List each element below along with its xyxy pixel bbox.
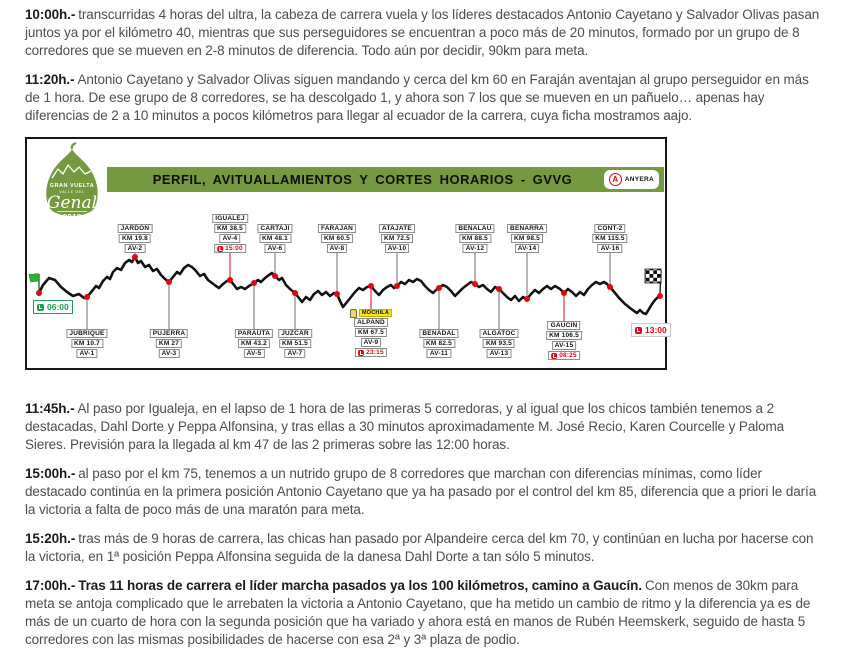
backpack-icon [350,309,357,318]
checkpoint-name: PUJERRA [150,329,188,338]
checkpoint-label-alpand [350,309,392,357]
checkpoint-cutoff: 08:25 [548,351,580,360]
checkpoint-name: PARAUTA [235,329,273,338]
checkpoint-name: CARTAJI [257,224,292,233]
checkpoint-dot [166,279,172,285]
checkpoint-dot [292,290,298,296]
checkpoint-name: IGUALEJ [212,214,248,223]
update-time: 11:45h.- [25,401,75,416]
checkpoint-av: AV-4 [220,234,241,243]
update-time: 15:20h.- [25,531,76,546]
checkpoint-km: KM 10.7 [71,339,103,348]
sponsor-name: ANYERA [624,176,654,183]
checkpoint-name: CONT-2 [594,224,625,233]
clock-icon [37,304,44,311]
checkpoint-name: ALGATOC [480,329,519,338]
checkpoint-dot [36,290,42,296]
checkpoint-dot [496,286,502,292]
checkpoint-name: BENALAU [455,224,494,233]
logo-title: GRAN VUELTA [49,183,95,189]
update-text: Al paso por Igualeja, en el lapso de 1 hora de las primeras 5 corredoras, y al igual que los chicos también tenemos a 2 destacadas, Dahl Dorte y Peppa Alfonsina, y tras ellas a 30 minutos aproximadamente M. José Recio, Karen Courcelle y Paloma Sieres. Previsión para la llegada al km 47 de las 2 primeras sobre las 12:00 horas. [25,401,785,452]
checkpoint-label-algatoc [480,329,519,358]
update-paragraph [25,530,822,566]
checkpoint-km: KM 67.5 [355,328,387,337]
update-paragraph [25,6,822,60]
update-time: 17:00h.- [25,578,76,593]
checkpoint-av: AV-11 [427,349,451,358]
clock-icon [551,353,557,359]
checkpoint-dot [436,285,442,291]
checkpoint-km: KM 72.5 [381,234,413,243]
checkpoint-dot [132,254,138,260]
checkpoint-km: KM 106.5 [546,331,582,340]
clock-icon [358,350,364,356]
update-paragraph [25,577,822,649]
checkpoint-av: AV-8 [327,244,348,253]
checkpoint-label-benarra [507,224,547,253]
checkpoint-cutoff: 23:15 [355,348,387,357]
checkpoint-km: KM 82.5 [423,339,455,348]
checkpoint-av: AV-10 [385,244,410,253]
logo-script: Genal [46,193,98,213]
checkpoint-av: AV-14 [515,244,540,253]
checkpoint-label-benadal [419,329,458,358]
finish-cutoff-label [631,323,671,337]
checkpoint-km: KM 27 [156,339,182,348]
checkpoint-label-cartaji [257,224,292,253]
update-bold-lead: Tras 11 horas de carrera el líder marcha pasados ya los 100 kilómetros, camino a Gaucín. [78,578,642,593]
checkpoint-label-igualej [212,214,248,253]
logo-year: 2018 [62,212,82,222]
start-time: 06:00 [47,302,69,312]
checkpoint-label-pujerra [150,329,188,358]
clock-icon [217,246,223,252]
banner [107,167,664,192]
checkpoint-av: AV-7 [285,349,306,358]
update-paragraph [25,71,822,125]
update-paragraph [25,400,822,454]
checkpoint-name: ALPAND [354,318,388,327]
checkpoint-name: GAUCIN [548,321,581,330]
checkpoint-km: KM 51.5 [279,339,311,348]
checkpoint-label-juzcar [278,329,312,358]
checkpoint-dot [607,284,613,290]
checkpoint-label-cont-2 [592,224,627,253]
update-paragraph [25,465,822,519]
race-profile-figure [25,137,667,370]
start-flag-icon [29,274,39,291]
checkpoint-dot [368,283,374,289]
banner-title: PERFIL, AVITUALLAMIENTOS Y CORTES HORARIOS - GVVG [152,172,573,187]
checkpoint-name: JUBRIQUE [66,329,107,338]
checkpoint-dot [561,290,567,296]
checkpoint-km: KM 48.1 [259,234,291,243]
checkpoint-dot [227,277,233,283]
checkpoint-dot [272,273,278,279]
sponsor-logo [604,170,659,189]
checkpoint-av: AV-9 [361,338,382,347]
logo-subtitle: VALLE DEL [59,190,85,194]
checkpoint-label-jubrique [66,329,107,358]
checkpoint-label-gaucin [546,321,582,360]
checkpoint-km: KM 43.2 [238,339,270,348]
update-text: al paso por el km 75, tenemos a un nutrido grupo de 8 corredores que marchan con diferencias mínimas, como líder destacado continúa en la primera posición Antonio Cayetano que ya ha pasado por el control del km 85, diferencia que a priori le daría la victoria a falta de poco más de una maratón para meta. [25,466,817,517]
event-logo [35,142,109,229]
checkpoint-km: KM 93.5 [483,339,515,348]
mochila-tag [350,309,392,317]
checkpoint-label-parauta [235,329,273,358]
checkpoint-label-atajate [379,224,415,253]
update-text: Con menos de 30km para meta se antoja complicado que le arrebaten la victoria a Antonio Cayetano, que ha metido un cambio de ritmo y la diferencia ya es de más de un cuarto de hora con la segunda posición que ha variado y ahora está en manos de Rubén Heemskerk, seguido de hasta 5 corredores con las mismas posibilidades de hacerse con esa 2ª y 3ª plaza de podio. [25,578,811,647]
checkpoint-name: ATAJATE [379,224,415,233]
checkpoint-name: BENADAL [419,329,458,338]
checkpoint-dot [251,280,257,286]
checkpoint-dot [84,294,90,300]
checkpoint-av: AV-3 [159,349,180,358]
checkpoint-name: FARAJAN [318,224,356,233]
checkpoint-dot [657,293,663,299]
update-time: 11:20h.- [25,72,75,87]
checkpoint-av: AV-16 [598,244,623,253]
start-time-label [33,300,73,314]
finish-cutoff-time: 13:00 [645,325,667,335]
checkpoint-km: KM 98.5 [511,234,543,243]
checkpoint-km: KM 38.5 [214,224,246,233]
checkpoint-dot [334,291,340,297]
checkpoint-cutoff: 15:00 [214,244,246,253]
checkpoint-av: AV-2 [125,244,146,253]
checkpoint-dot [472,281,478,287]
checkpoint-label-jardon [118,224,153,253]
checkpoint-label-farajan [318,224,356,253]
checkpoint-av: AV-5 [244,349,265,358]
update-time: 15:00h.- [25,466,76,481]
checkpoint-av: AV-1 [77,349,98,358]
checkpoint-name: JARDON [118,224,153,233]
checkpoint-dot [394,283,400,289]
checkpoint-km: KM 88.5 [459,234,491,243]
update-text: transcurridas 4 horas del ultra, la cabeza de carrera vuela y los líderes destacados Antonio Cayetano y Salvador Olivas pasan juntos ya por el kilómetro 40, mientras que sus perseguidores se encuentran a poco más de 20 minutos, formado por un grupo de 8 corredores que se mueven en 2-8 minutos de diferencia. Todo aún por decidir, 90km para meta. [25,7,820,58]
update-text: tras más de 9 horas de carrera, las chicas han pasado por Alpandeire cerca del km 70, y continúan en lucha por hacerse con la victoria, en 1ª posición Peppa Alfonsina seguida de la danesa Dahl Dorte a tan sólo 5 minutos. [25,531,814,564]
update-time: 10:00h.- [25,7,76,22]
checkpoint-av: AV-13 [487,349,512,358]
checkpoint-dot [524,296,530,302]
checkpoint-km: KM 60.5 [321,234,353,243]
checkpoint-name: BENARRA [507,224,547,233]
finish-flag-icon [645,269,661,294]
checkpoint-av: AV-15 [552,341,577,350]
mochila-label: MOCHILA [359,309,392,317]
update-text: Antonio Cayetano y Salvador Olivas siguen mandando y cerca del km 60 en Faraján aventajan al grupo perseguidor en más de 1 hora. De ese grupo de 8 corredores, se ha descolgado 1, y ahora son 7 los que se mueven en un pañuelo… apenas hay diferencias de 2 a 10 minutos a pocos kilómetros para llegar al ecuador de la carrera, cuya ficha mostramos aajo. [25,72,809,123]
checkpoint-name: JUZCAR [278,329,312,338]
sponsor-initial-icon: A [609,173,622,186]
checkpoint-label-benalau [455,224,494,253]
clock-icon [635,327,642,334]
checkpoint-km: KM 19.8 [119,234,151,243]
checkpoint-av: AV-12 [463,244,488,253]
checkpoint-av: AV-6 [265,244,286,253]
checkpoint-km: KM 115.5 [592,234,627,243]
